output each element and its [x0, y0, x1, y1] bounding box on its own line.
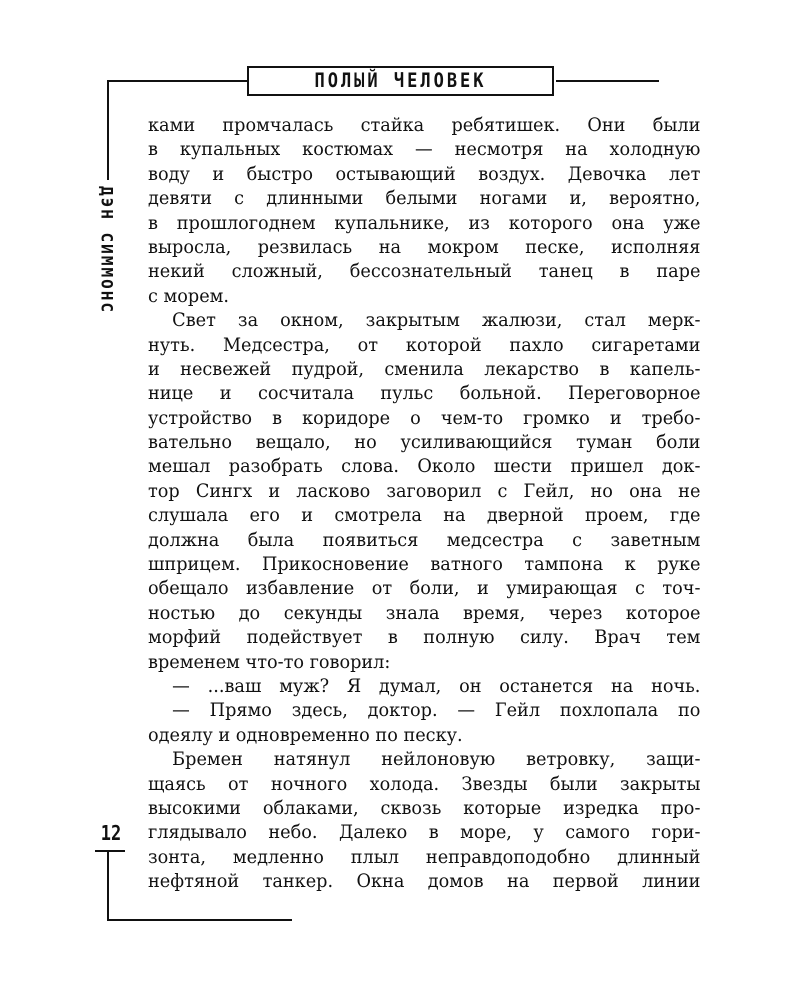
- running-header: [247, 66, 554, 96]
- book-title: ПОЛЫЙ ЧЕЛОВЕК: [314, 69, 487, 93]
- text-line: в прошлогоднем купальнике, из которого она уже: [148, 211, 701, 234]
- text-line: некий сложный, бессознательный танец в паре: [148, 260, 701, 283]
- text-line: нице и сосчитала пульс больной. Переговорное: [148, 382, 701, 405]
- frame-line-left-top: [107, 80, 109, 180]
- text-line: одеялу и одновременно по песку.: [148, 723, 463, 746]
- author-name: ДЭН СИММОНС: [98, 180, 117, 320]
- text-line: высокими облаками, сквозь которые изредка про-: [148, 796, 701, 819]
- text-line: Бремен натянул нейлоновую ветровку, защи-: [172, 748, 701, 771]
- text-line: Свет за окном, закрытым жалюзи, стал мерк-: [172, 309, 701, 332]
- text-line: слушала его и смотрела на дверной проем, где: [148, 504, 701, 527]
- text-line: вательно вещало, но усиливающийся туман боли: [148, 431, 701, 454]
- text-line: временем что-то говорил:: [148, 650, 391, 673]
- text-line: устройство в коридоре о чем-то громко и требо-: [148, 406, 701, 429]
- text-line: нефтяной танкер. Окна домов на первой линии: [148, 870, 701, 893]
- text-line: и несвежей пудрой, сменила лекарство в капель-: [148, 357, 701, 380]
- text-line: тор Сингх и ласково заговорил с Гейл, но она не: [148, 479, 701, 502]
- frame-line-top-right: [556, 80, 659, 82]
- frame-line-top-left: [107, 80, 247, 82]
- text-line: глядывало небо. Далеко в море, у самого гори-: [148, 821, 701, 844]
- frame-line-bottom: [107, 919, 292, 921]
- text-line: морфий подействует в полную силу. Врач тем: [148, 626, 701, 649]
- text-line: щаясь от ночного холода. Звезды были закрыты: [148, 772, 701, 795]
- text-line: воду и быстро остывающий воздух. Девочка лет: [148, 162, 701, 185]
- text-line: ками промчалась стайка ребятишек. Они были: [148, 114, 701, 136]
- frame-line-left-bottom: [107, 851, 109, 921]
- text-line: девяти с длинными белыми ногами и, вероятно,: [148, 187, 701, 210]
- text-line: должна была появиться медсестра с заветным: [148, 528, 701, 551]
- body-text: [148, 113, 700, 894]
- page-number-underline: [95, 850, 125, 852]
- text-line: зонта, медленно плыл неправдоподобно длинный: [148, 845, 701, 868]
- text-line: нуть. Медсестра, от которой пахло сигаретами: [148, 333, 701, 356]
- text-line: обещало избавление от боли, и умирающая с точ-: [148, 577, 701, 600]
- text-line: в купальных костюмах — несмотря на холодную: [148, 138, 701, 161]
- text-line: ностью до секунды знала время, через которое: [148, 601, 701, 624]
- text-line: — ...ваш муж? Я думал, он останется на ночь.: [172, 674, 701, 697]
- text-line: — Прямо здесь, доктор. — Гейл похлопала по: [172, 699, 701, 722]
- text-line: выросла, резвилась на мокром песке, исполняя: [148, 235, 701, 258]
- text-line: с морем.: [148, 284, 230, 307]
- page-number: 12: [100, 822, 122, 846]
- text-line: мешал разобрать слова. Около шести пришел док-: [148, 455, 701, 478]
- text-line: шприцем. Прикосновение ватного тампона к руке: [148, 553, 701, 576]
